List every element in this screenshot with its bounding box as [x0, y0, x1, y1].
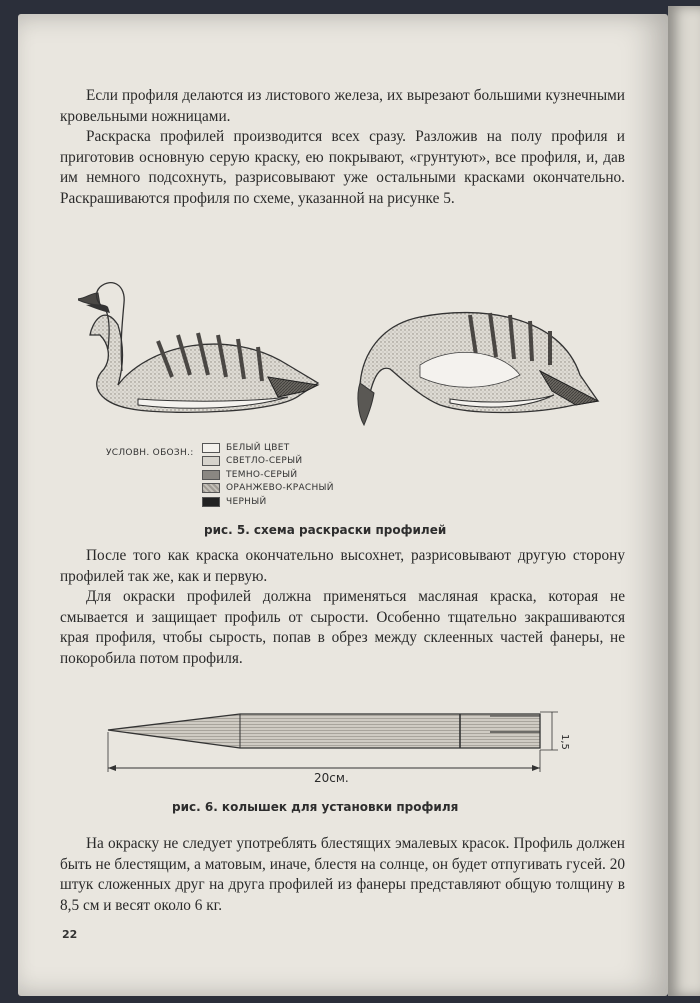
adjacent-page-edge	[668, 6, 700, 996]
figure-5-caption: рис. 5. схема раскраски профилей	[204, 523, 447, 537]
legend-title: УСЛОВН. ОБОЗН.:	[106, 448, 194, 458]
page-number: 22	[62, 928, 78, 941]
legend-swatch-dark-grey	[202, 470, 220, 480]
text-block-middle	[60, 546, 625, 670]
legend-item: ОРАНЖЕВО-КРАСНЫЙ	[202, 482, 334, 496]
figure-6-stake-drawing	[100, 708, 580, 788]
legend-swatch-white	[202, 443, 220, 453]
legend-item: СВЕТЛО-СЕРЫЙ	[202, 455, 334, 469]
legend-item: ТЕМНО-СЕРЫЙ	[202, 468, 334, 482]
legend-item: ЧЕРНЫЙ	[202, 495, 334, 509]
legend-item: БЕЛЫЙ ЦВЕТ	[202, 441, 334, 455]
paragraph: На окраску не следует употреблять блестящих эмалевых красок. Профиль должен быть не блестящим, а матовым, иначе, блестя на солнце, он будет отпугивать гусей. 20 штук сложенных друг на друга профилей из фанеры представляют общую толщину в 8,5 см и весят около 6 кг.	[60, 835, 625, 914]
text-block-bottom	[60, 834, 625, 916]
text-block-top	[60, 86, 625, 210]
legend-swatch-light-grey	[202, 456, 220, 466]
stake-width-label: 1,5	[559, 734, 570, 750]
paragraph: Если профиля делаются из листового железа, их вырезают большими кузнечными кровельными ножницами.	[60, 87, 625, 125]
figure-5-goose-profiles	[78, 265, 618, 435]
goose-profile-feeding	[358, 313, 598, 425]
legend-swatch-black	[202, 497, 220, 507]
figure-6-caption: рис. 6. колышек для установки профиля	[172, 800, 459, 814]
paragraph: Для окраски профилей должна применяться масляная краска, которая не смывается и защищает профиль от сырости. Особенно тщательно закрашиваются края профиля, чтобы сырость, попав в обрез между склеенных частей фанеры, не покоробила потом профиля.	[60, 588, 625, 667]
paragraph: После того как краска окончательно высохнет, разрисовывают другую сторону профилей так же, как и первую.	[60, 547, 625, 585]
goose-profile-head-up	[78, 283, 318, 413]
paragraph: Раскраска профилей производится всех сразу. Разложив на полу профиля и приготовив основную серую краску, ею покрывают, «грунтуют», все профиля, и, дав им немного подсохнуть, разрисовывают уже остальными красками окончательно. Раскрашиваются профиля по схеме, указанной на рисунке 5.	[60, 128, 625, 207]
stake-length-label: 20см.	[314, 771, 349, 785]
legend-swatch-orange-red	[202, 483, 220, 493]
